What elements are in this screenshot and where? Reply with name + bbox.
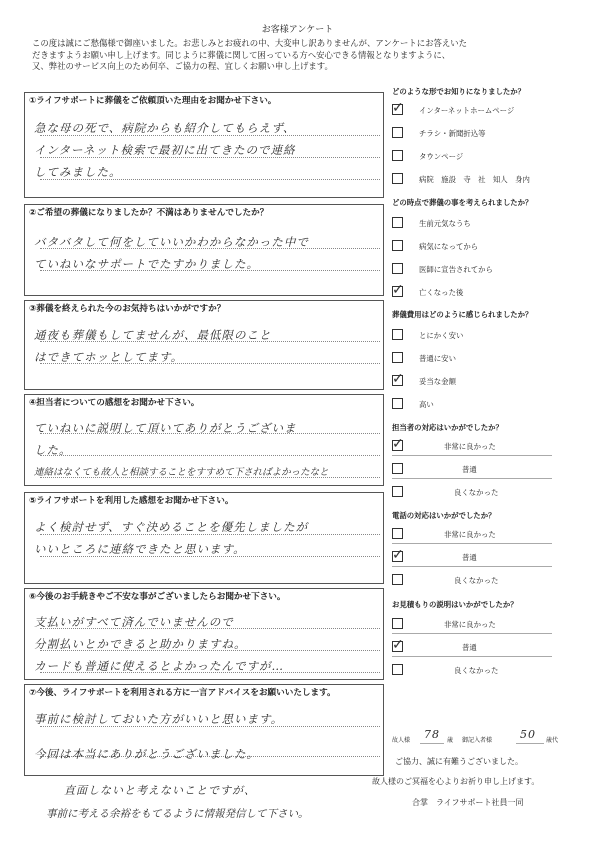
question-7-label: ⑦今後、ライフサポートを利用される方に一言アドバイスをお願いいたします。 xyxy=(29,688,336,698)
checkbox[interactable] xyxy=(392,637,404,653)
sidebar-title-6: お見積もりの説明はいかがでしたか？ xyxy=(392,600,518,609)
check-mark-icon: ✓ xyxy=(392,100,404,116)
sidebar-title-5: 電話の対応はいかがでしたか？ xyxy=(392,511,496,520)
answer-1-line: してみました。 xyxy=(34,165,122,179)
checkbox[interactable] xyxy=(392,618,403,629)
option-label: 生前元気なうち xyxy=(419,219,471,228)
option-label: 非常に良かった xyxy=(444,620,496,629)
checkbox[interactable] xyxy=(392,547,404,563)
writer-unit: 歳代 xyxy=(546,737,559,744)
check-mark-icon: ✓ xyxy=(392,637,404,653)
answer-7-line: 今回は本当にありがとうございました。 xyxy=(34,747,259,761)
sidebar-title-1: どのような形でお知りになりましたか？ xyxy=(392,87,526,96)
checkbox[interactable] xyxy=(392,528,403,539)
answer-4-line: 連絡はなくても故人と相談することをすすめて下さればよかったなと xyxy=(34,467,329,478)
check-mark-icon: ✓ xyxy=(392,547,404,563)
answer-6-line: カードも普通に使えるとよかったんですが… xyxy=(34,659,284,673)
question-2-box xyxy=(24,204,384,296)
intro-line: この度は誠にご愁傷様で御座いました。お悲しみとお疲れの中、大変申し訳ありませんが、アンケートにお答えいた xyxy=(32,38,467,48)
question-4-label: ④担当者についての感想をお聞かせ下さい。 xyxy=(29,398,200,408)
option-label: 亡くなった後 xyxy=(419,288,464,297)
condolence-text: 故人様のご冥福を心よりお祈り申し上げます。 xyxy=(372,777,540,786)
checkbox[interactable] xyxy=(392,463,403,474)
checkbox[interactable] xyxy=(392,100,404,116)
answer-5-line: いいところに連絡できたと思います。 xyxy=(34,542,246,556)
answer-7-line: 事前に検討しておいた方がいいと思います。 xyxy=(34,712,284,726)
option-label: 非常に良かった xyxy=(444,530,496,539)
intro-text xyxy=(32,38,572,73)
checkbox[interactable] xyxy=(392,150,403,161)
option-label: とにかく安い xyxy=(419,331,464,340)
option-label: 病院 施設 寺 社 知人 身内 xyxy=(419,175,530,184)
checkbox[interactable] xyxy=(392,486,403,497)
deceased-label: 故人様 xyxy=(392,737,411,744)
checkbox[interactable] xyxy=(392,664,403,675)
age-unit: 歳 xyxy=(447,737,454,744)
option-label: 高い xyxy=(419,400,434,409)
check-mark-icon: ✓ xyxy=(392,282,404,298)
option-label: 良くなかった xyxy=(454,488,499,497)
bottom-note-line: 直面しないと考えないことですが、 xyxy=(64,784,256,797)
checkbox[interactable] xyxy=(392,574,403,585)
question-5-label: ⑤ライフサポートを利用した感想をお聞かせ下さい。 xyxy=(29,496,234,506)
option-label: 普通 xyxy=(462,553,477,562)
check-mark-icon: ✓ xyxy=(392,436,404,452)
option-label: 良くなかった xyxy=(454,576,499,585)
checkbox[interactable] xyxy=(392,217,403,228)
answer-5-line: よく検討せず、すぐ決めることを優先しましたが xyxy=(34,520,309,534)
question-3-box xyxy=(24,300,384,390)
option-label: 普通に安い xyxy=(419,354,456,363)
answer-4-line: した。 xyxy=(34,443,72,457)
answer-4-line: ていねいに説明して頂いてありがとうございま xyxy=(34,421,297,435)
checkbox[interactable] xyxy=(392,263,403,274)
option-label: 良くなかった xyxy=(454,666,499,675)
checkbox[interactable] xyxy=(392,398,403,409)
writer-label: 御記入者様 xyxy=(462,737,493,744)
thanks-text: ご協力、誠に有難うございました。 xyxy=(395,757,523,766)
option-label: 普通 xyxy=(462,643,477,652)
option-label: 非常に良かった xyxy=(444,442,496,451)
question-7-box xyxy=(24,684,384,776)
answer-2-line: ていねいなサポートでたすかりました。 xyxy=(34,257,259,271)
survey-title: お客様アンケート xyxy=(261,25,334,35)
intro-line: だきますようお願い申し上げます。同じように葬儀に関して困っている方へ安心できる情報となりますように、 xyxy=(32,49,451,60)
checkbox[interactable] xyxy=(392,371,404,387)
checkbox[interactable] xyxy=(392,127,403,138)
sidebar-title-2: どの時点で葬儀の事を考えられましたか？ xyxy=(392,198,533,207)
sidebar-title-4: 担当者の対応はいかがでしたか？ xyxy=(392,423,503,432)
question-5-box xyxy=(24,492,384,584)
checkbox[interactable] xyxy=(392,329,403,340)
answer-1-line: 急な母の死で、病院からも紹介してもらえず、 xyxy=(34,121,296,135)
writer-age: 50 xyxy=(520,728,536,741)
checkbox[interactable] xyxy=(392,352,403,363)
option-label: 妥当な金額 xyxy=(419,377,456,386)
checkbox[interactable] xyxy=(392,282,404,298)
bottom-note-line: 事前に考える余裕をもてるように情報発信して下さい。 xyxy=(46,808,309,820)
question-3-label: ③葬儀を終えられた今のお気持ちはいかがですか？ xyxy=(29,304,226,314)
check-mark-icon: ✓ xyxy=(392,371,404,387)
checkbox[interactable] xyxy=(392,240,403,251)
question-2-label: ②ご希望の葬儀になりましたか？不満はありませんでしたか？ xyxy=(29,208,269,218)
sidebar-title-3: 葬儀費用はどのように感じられましたか？ xyxy=(392,310,533,319)
answer-3-line: 通夜も葬儀もしてませんが、最低限のこと xyxy=(34,328,272,342)
checkbox[interactable] xyxy=(392,173,403,184)
answer-3-line: はできてホッとしてます。 xyxy=(34,350,184,364)
answer-2-line: バタバタして何をしていいかわからなかった中で xyxy=(34,235,309,249)
option-label: チラシ・新聞折込等 xyxy=(419,129,486,138)
answer-6-line: 支払いがすべて済んでいませんので xyxy=(34,615,234,629)
option-label: 普通 xyxy=(462,465,477,474)
checkbox[interactable] xyxy=(392,436,404,452)
option-label: 医師に宣告されてから xyxy=(419,265,493,274)
question-1-label: ①ライフサポートに葬儀をご依頼頂いた理由をお聞かせ下さい。 xyxy=(29,96,277,106)
option-label: 病気になってから xyxy=(419,242,479,251)
deceased-age: 78 xyxy=(424,728,440,741)
answer-1-line: インターネット検索で最初に出てきたので連絡 xyxy=(34,143,296,157)
signature-text: 合掌 ライフサポート社員一同 xyxy=(412,798,524,807)
intro-line: 又、弊社のサービス向上のため何卒、ご協力の程、宜しくお願い申し上げます。 xyxy=(32,61,333,71)
option-label: タウンページ xyxy=(419,152,464,161)
question-6-label: ⑥今後のお手続きやご不安な事がございましたらお聞かせ下さい。 xyxy=(29,592,286,602)
option-label: インターネットホームページ xyxy=(419,106,515,115)
answer-6-line: 分割払いとかできると助かりますね。 xyxy=(34,637,247,651)
